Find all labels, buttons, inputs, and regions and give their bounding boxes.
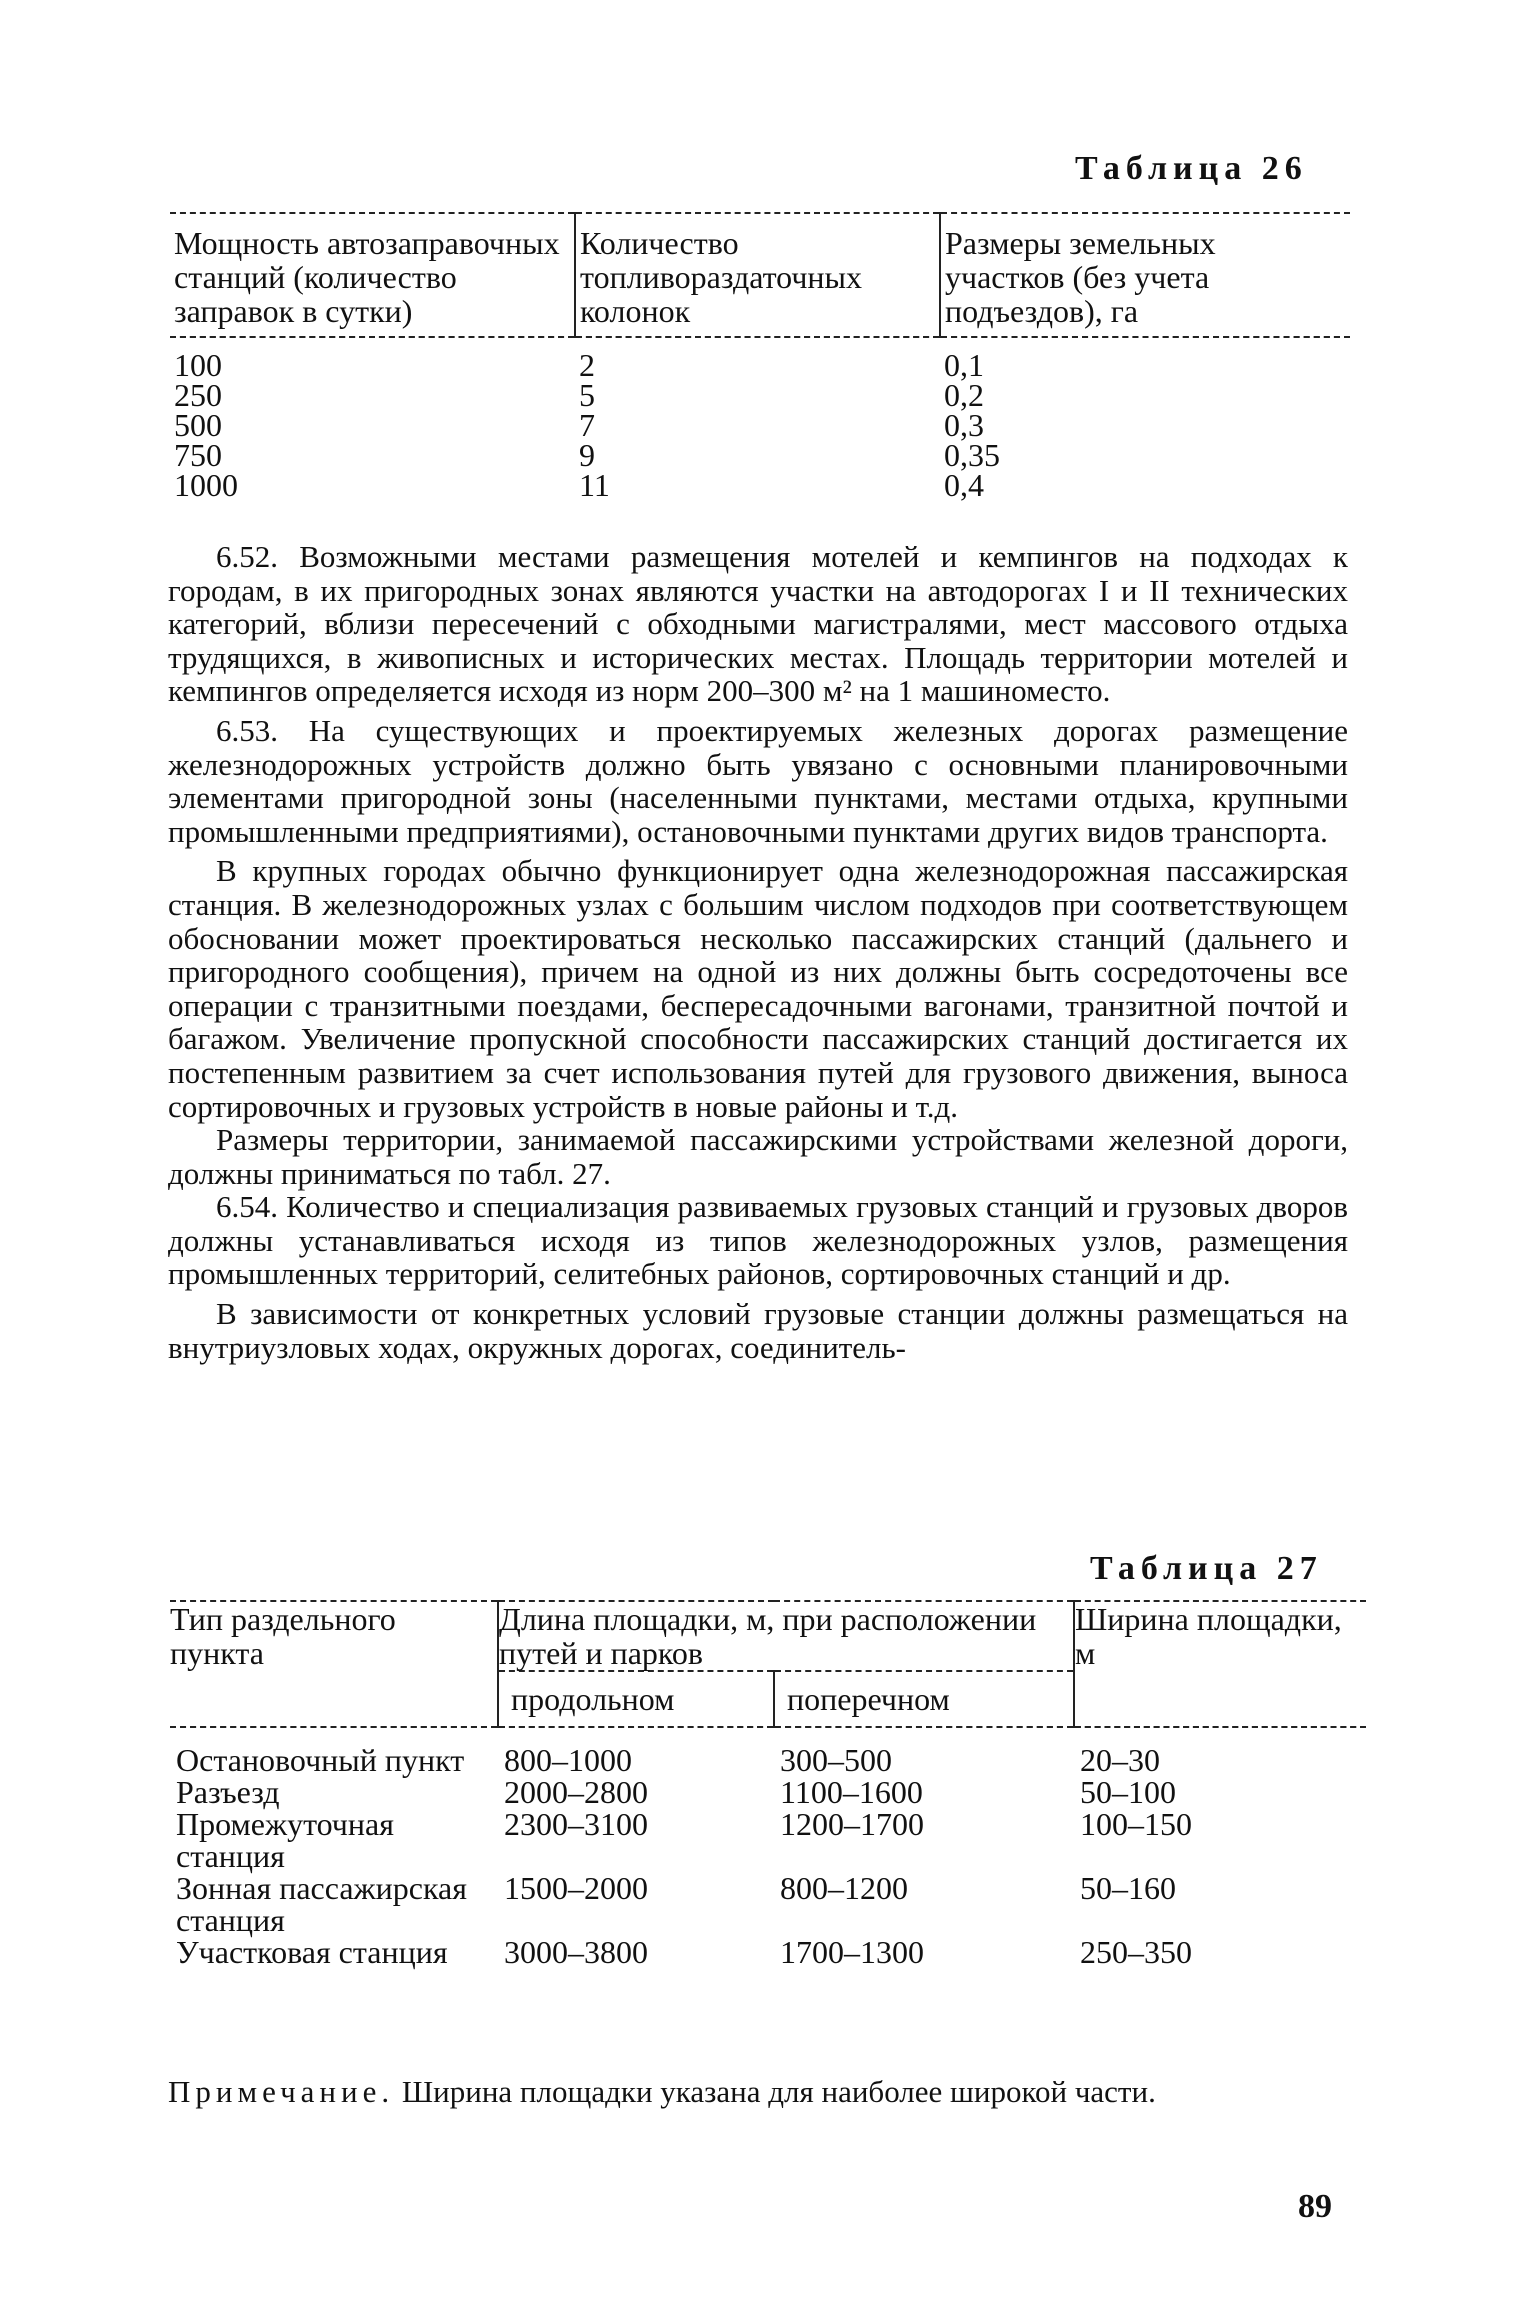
page-number: 89 xyxy=(1298,2188,1332,2225)
note-label: Примечание. xyxy=(168,2074,395,2109)
table-cell: 5 xyxy=(579,377,595,413)
table-cell: 11 xyxy=(579,467,610,503)
table-cell: 0,1 xyxy=(944,347,984,383)
table-cell: 0,4 xyxy=(944,467,984,503)
table-row xyxy=(170,337,1350,380)
table-cell: 0,35 xyxy=(944,437,1000,473)
table-cell: 0,2 xyxy=(944,377,984,413)
table-26-caption: Таблица 26 xyxy=(1075,150,1308,187)
table-cell: 1500–2000 xyxy=(504,1870,648,1906)
table-cell: 7 xyxy=(579,407,595,443)
table-row xyxy=(170,1808,1366,1872)
table-row xyxy=(170,1727,1366,1776)
table-cell: 1100–1600 xyxy=(780,1774,923,1810)
body-text xyxy=(168,540,1348,1364)
table-cell: 20–30 xyxy=(1080,1742,1160,1778)
table-27 xyxy=(170,1600,1366,1968)
table-27-header-longitudinal: продольном xyxy=(498,1671,774,1727)
table-26-header-area: Размеры земельных участков (без учета подъездов), га xyxy=(940,213,1350,337)
table-cell: Зонная пассажирская станция xyxy=(176,1870,467,1938)
table-27-caption: Таблица 27 xyxy=(1090,1550,1323,1587)
table-cell: Промежуточная станция xyxy=(176,1806,394,1874)
table-cell: 800–1000 xyxy=(504,1742,632,1778)
table-cell: 9 xyxy=(579,437,595,473)
table-26-header-power: Мощность автозаправочных станций (количество заправок в сутки) xyxy=(170,213,575,337)
table-cell: 3000–3800 xyxy=(504,1934,648,1970)
table-26-header-columns: Количество топливораздаточных колонок xyxy=(575,213,940,337)
paragraph-6-54: 6.54. Количество и специализация развиваемых грузовых станций и грузовых дворов должны устанавливаться исходя из типов железнодорожных узлов, размещения промышленных территорий, селитебных районов, сортировочных станций и др. xyxy=(168,1189,1348,1292)
table-27-header-transverse: поперечном xyxy=(774,1671,1074,1727)
table-cell: 1700–1300 xyxy=(780,1934,924,1970)
paragraph-territory-sizes: Размеры территории, занимаемой пассажирскими устройствами железной дороги, должны приниматься по табл. 27. xyxy=(168,1122,1348,1191)
table-27-header-width: Ширина площадки, м xyxy=(1074,1601,1366,1727)
table-row xyxy=(170,380,1350,410)
table-cell: 2000–2800 xyxy=(504,1774,648,1810)
table-cell: 250 xyxy=(174,377,222,413)
table-row xyxy=(170,440,1350,470)
paragraph-6-53: 6.53. На существующих и проектируемых железных дорогах размещение железнодорожных устройств должно быть увязано с основными планировочными элементами пригородной зоны (населенными пунктами, местами отдыха, крупными промышленными предприятиями), остановочными пунктами других видов транспорта. xyxy=(168,712,1348,849)
table-cell: 800–1200 xyxy=(780,1870,908,1906)
table-cell: 2300–3100 xyxy=(504,1806,648,1842)
table-cell: 300–500 xyxy=(780,1742,892,1778)
table-cell: 2 xyxy=(579,347,595,383)
table-cell: 50–160 xyxy=(1080,1870,1176,1906)
table-cell: Разъезд xyxy=(176,1774,280,1810)
paragraph-passenger-stations: В крупных городах обычно функционирует одна железнодорожная пассажирская станция. В железнодорожных узлах с большим числом подходов при соответствующем обосновании может проектироваться несколько пассажирских станций (дальнего и пригородного сообщения), причем на одной из них должны быть сосредоточены все операции с транзитными поездами, беспересадочными вагонами, транзитной почтой и багажом. Увеличение пропускной способности пассажирских станций достигается их постепенным развитием за счет использования путей для грузового движения, выноса сортировочных и грузовых устройств в новые районы и т.д. xyxy=(168,853,1348,1124)
table-cell: 100–150 xyxy=(1080,1806,1192,1842)
table-cell: 50–100 xyxy=(1080,1774,1176,1810)
table-26 xyxy=(170,212,1350,503)
table-27-note xyxy=(168,2075,1348,2108)
table-cell: 250–350 xyxy=(1080,1934,1192,1970)
paragraph-6-52: 6.52. Возможными местами размещения мотелей и кемпингов на подходах к городам, в их пригородных зонах являются участки на автодорогах I и II технических категорий, вблизи пересечений с обходными магистралями, мест массового отдыха трудящихся, в живописных и исторических местах. Площадь территории мотелей и кемпингов определяется исходя из норм 200–300 м² на 1 машиноместо. xyxy=(168,539,1348,709)
table-cell: Участковая станция xyxy=(176,1934,448,1970)
note-text: Ширина площадки указана для наиболее широкой части. xyxy=(401,2074,1156,2109)
table-row xyxy=(170,1872,1366,1936)
table-cell: 500 xyxy=(174,407,222,443)
table-27-header-type: Тип раздельного пункта xyxy=(170,1601,498,1727)
table-row xyxy=(170,470,1350,500)
table-row xyxy=(170,1936,1366,1968)
table-row xyxy=(170,410,1350,440)
paragraph-freight-stations: В зависимости от конкретных условий грузовые станции должны размещаться на внутриузловых ходах, окружных дорогах, соединитель- xyxy=(168,1296,1348,1365)
table-cell: 0,3 xyxy=(944,407,984,443)
table-cell: 750 xyxy=(174,437,222,473)
table-row xyxy=(170,1776,1366,1808)
table-cell: Остановочный пункт xyxy=(176,1742,465,1778)
table-27-header-length: Длина площадки, м, при расположении путей и парков xyxy=(498,1601,1074,1671)
table-cell: 1200–1700 xyxy=(780,1806,924,1842)
table-cell: 1000 xyxy=(174,467,238,503)
table-cell: 100 xyxy=(174,347,222,383)
